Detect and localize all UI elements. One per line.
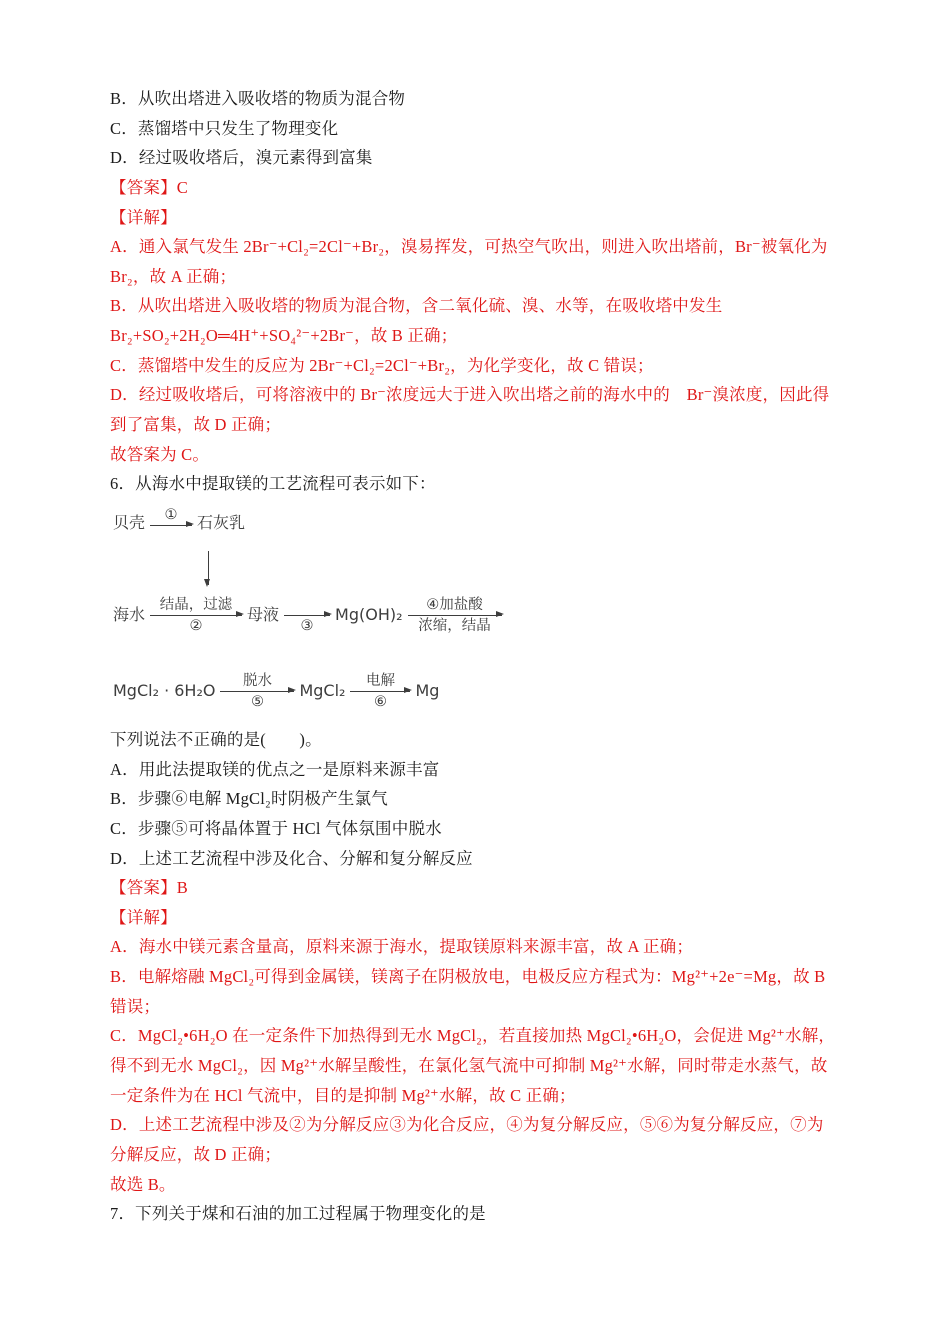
flow-step5-top-label: 脱水	[242, 672, 272, 689]
flow-node-lime-milk: 石灰乳	[197, 512, 246, 532]
flow-row-seawater	[110, 595, 504, 636]
text-line: 6．从海水中提取镁的工艺流程可表示如下：	[110, 474, 436, 494]
flow-step3-top-label	[302, 595, 312, 615]
text-line: 故选 B。	[110, 1174, 176, 1194]
text-line: C．MgCl₂•6H₂O 在一定条件下加热得到无水 MgCl₂，若直接加热 MgCl₂•6H₂O，会促进 Mg²⁺水解，	[110, 1026, 836, 1046]
document-content	[110, 84, 852, 1229]
text-line: A．用此法提取镁的优点之一是原料来源丰富	[110, 759, 440, 779]
text-line: B．电解熔融 MgCl₂可得到金属镁，镁离子在阴极放电，电极反应方程式为：Mg²⁺+2e⁻=Mg，故 B	[110, 967, 826, 987]
flow-node-hydrated-chloride: MgCl₂ · 6H₂O	[113, 681, 216, 701]
text-line: C．步骤⑤可将晶体置于 HCl 气体氛围中脱水	[110, 818, 442, 838]
text-line: D．经过吸收塔后，可将溶液中的 Br⁻浓度远大于进入吹出塔之前的海水中的 Br⁻溴浓度，因此得	[110, 385, 830, 405]
flow-arrow-step2	[150, 595, 242, 636]
text-line: 得不到无水 MgCl₂，因 Mg²⁺水解呈酸性，在氯化氢气流中可抑制 Mg²⁺水解，同时带走水蒸气，故	[110, 1056, 828, 1076]
text-line: B．步骤⑥电解 MgCl₂时阴极产生氯气	[110, 789, 388, 809]
flow-step4-top-label: ④加盐酸	[426, 596, 483, 613]
flow-node-magnesium-hydroxide: Mg(OH)₂	[335, 605, 403, 625]
flow-step1-label: ①	[164, 506, 178, 523]
text-line: A．通入氯气发生 2Br⁻+Cl₂=2Cl⁻+Br₂，溴易挥发，可热空气吹出，则进入吹出塔前，Br⁻被氧化为	[110, 237, 828, 257]
text-line: 【详解】	[110, 907, 177, 927]
right-arrow-icon	[408, 615, 502, 616]
flow-step2-bottom-label: ②	[189, 617, 203, 634]
text-line: D．上述工艺流程中涉及②为分解反应③为化合反应，④为复分解反应，⑤⑥为复分解反应，⑦为	[110, 1115, 824, 1135]
text-line: 故答案为 C。	[110, 444, 210, 464]
flow-node-mother-liquor: 母液	[247, 605, 280, 625]
flow-arrow-step3	[284, 595, 330, 636]
flow-arrow-step4	[408, 595, 502, 636]
flow-node-seawater: 海水	[113, 605, 146, 625]
flow-step4-bottom-label: 浓缩，结晶	[418, 617, 491, 634]
flow-step1-spacer	[166, 526, 176, 541]
flow-node-anhydrous-chloride: MgCl₂	[299, 681, 346, 701]
text-line: C．蒸馏塔中发生的反应为 2Br⁻+Cl₂=2Cl⁻+Br₂，为化学变化，故 C 错误；	[110, 355, 654, 375]
text-line: 【详解】	[110, 207, 177, 227]
text-line: C．蒸馏塔中只发生了物理变化	[110, 118, 339, 138]
flow-step6-bottom-label: ⑥	[373, 693, 387, 710]
text-line: 7．下列关于煤和石油的加工过程属于物理变化的是	[110, 1204, 486, 1224]
flow-step5-bottom-label: ⑤	[250, 693, 264, 710]
text-line: 一定条件为在 HCl 气流中，目的是抑制 Mg²⁺水解，故 C 正确；	[110, 1085, 576, 1105]
flow-row-shell	[110, 505, 248, 541]
magnesium-process-flow-diagram	[110, 499, 852, 725]
flow-step2-top-label: 结晶，过滤	[159, 596, 233, 613]
flow-step6-top-label: 电解	[365, 672, 395, 689]
right-arrow-icon	[150, 525, 192, 526]
text-line: 【答案】B	[110, 878, 189, 898]
right-arrow-icon	[150, 615, 242, 616]
flow-arrow-step1	[150, 505, 192, 541]
flow-step3-bottom-label: ③	[300, 617, 314, 634]
flow-row-chloride	[110, 671, 442, 712]
question5-answer-block	[110, 84, 852, 499]
right-arrow-icon	[284, 615, 330, 616]
text-line: 到了富集，故 D 正确；	[110, 415, 282, 435]
text-line: 下列说法不正确的是( )。	[110, 729, 322, 749]
question6-answer-block	[110, 725, 852, 1229]
flow-node-magnesium: Mg	[415, 681, 440, 701]
text-line: B．从吹出塔进入吸收塔的物质为混合物，含二氧化硫、溴、水等，在吸收塔中发生	[110, 296, 723, 316]
text-line: A．海水中镁元素含量高，原料来源于海水，提取镁原料来源丰富，故 A 正确；	[110, 937, 694, 957]
text-line: D．上述工艺流程中涉及化合、分解和复分解反应	[110, 848, 473, 868]
text-line: B．从吹出塔进入吸收塔的物质为混合物	[110, 89, 406, 108]
right-arrow-icon	[220, 691, 294, 692]
right-arrow-icon	[350, 691, 410, 692]
text-line: 错误；	[110, 996, 161, 1016]
text-line: 【答案】C	[110, 177, 189, 197]
down-arrow-icon	[208, 551, 209, 585]
text-line: 分解反应，故 D 正确；	[110, 1144, 282, 1164]
text-line: D．经过吸收塔后，溴元素得到富集	[110, 148, 373, 168]
text-line: Br₂，故 A 正确；	[110, 266, 237, 286]
flow-node-shell: 贝壳	[113, 512, 146, 532]
flow-arrow-step5	[220, 671, 294, 712]
flow-arrow-step6	[350, 671, 410, 712]
text-line: Br₂+SO₂+2H₂O═4H⁺+SO₄²⁻+2Br⁻，故 B 正确；	[110, 326, 458, 346]
